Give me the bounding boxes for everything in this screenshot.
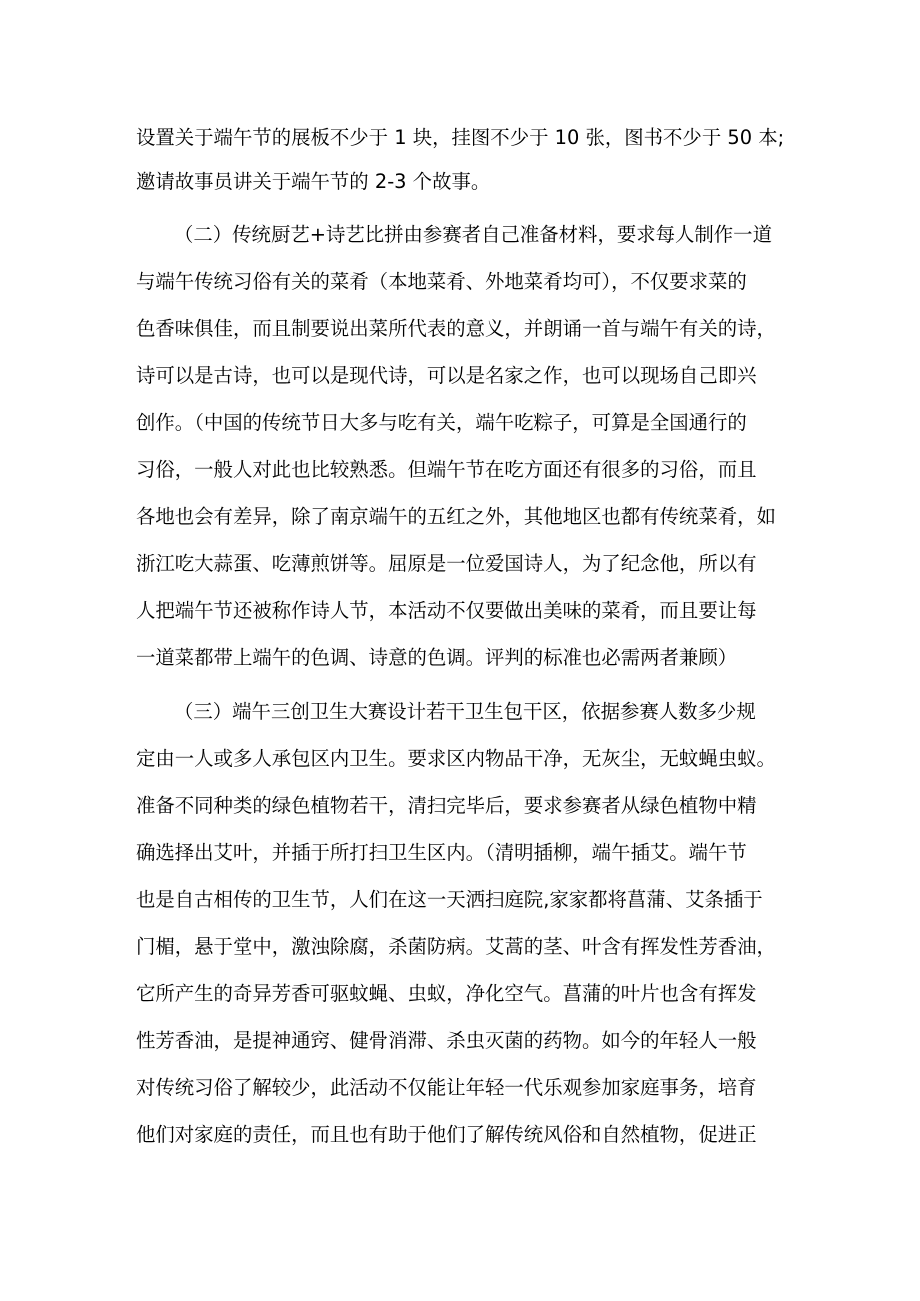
paragraph-3-first-line: （三）端午三创卫生大赛设计若干卫生包干区，依据参赛人数多少规 bbox=[174, 700, 756, 723]
text-line: 邀请故事员讲关于端午节的 2-3 个故事。 bbox=[136, 170, 491, 193]
text-line: 确选择出艾叶，并插于所打扫卫生区内。（清明插柳，端午插艾。端午节 bbox=[136, 841, 747, 864]
text-line: 色香味俱佳，而且制要说出菜所代表的意义，并朗诵一首与端午有关的诗， bbox=[136, 317, 776, 340]
text-line: 创作。（中国的传统节日大多与吃有关，端午吃粽子，可算是全国通行的 bbox=[136, 411, 747, 434]
text-line: 习俗，一般人对此也比较熟悉。但端午节在吃方面还有很多的习俗，而且 bbox=[136, 458, 757, 481]
text-line: 门楣，悬于堂中，激浊除腐，杀菌防病。艾蒿的茎、叶含有挥发性芳香油， bbox=[136, 935, 776, 958]
paragraph-2-first-line: （二）传统厨艺+诗艺比拼由参赛者自己准备材料，要求每人制作一道 bbox=[174, 223, 772, 246]
text-line: 与端午传统习俗有关的菜肴（本地菜肴、外地菜肴均可），不仅要求菜的 bbox=[136, 270, 747, 293]
text-line: 也是自古相传的卫生节，人们在这一天洒扫庭院,家家都将菖蒲、艾条插于 bbox=[136, 888, 763, 911]
text-line: 各地也会有差异，除了南京端午的五红之外，其他地区也都有传统菜肴，如 bbox=[136, 505, 776, 528]
text-line: 他们对家庭的责任，而且也有助于他们了解传统风俗和自然植物，促进正 bbox=[136, 1123, 757, 1146]
text-line: 它所产生的奇异芳香可驱蚊蝇、虫蚁，净化空气。菖蒲的叶片也含有挥发 bbox=[136, 982, 757, 1005]
text-line: 对传统习俗了解较少，此活动不仅能让年轻一代乐观参加家庭事务，培育 bbox=[136, 1076, 757, 1099]
text-line: 设置关于端午节的展板不少于 1 块，挂图不少于 10 张，图书不少于 50 本; bbox=[136, 126, 785, 149]
text-line: 一道菜都带上端午的色调、诗意的色调。评判的标准也必需两者兼顾） bbox=[136, 646, 738, 669]
text-line: 定由一人或多人承包区内卫生。要求区内物品干净，无灰尘，无蚊蝇虫蚁。 bbox=[136, 747, 776, 770]
text-line: 诗可以是古诗，也可以是现代诗，可以是名家之作，也可以现场自己即兴 bbox=[136, 364, 757, 387]
text-line: 人把端午节还被称作诗人节，本活动不仅要做出美味的菜肴，而且要让每 bbox=[136, 599, 757, 622]
text-line: 性芳香油，是提神通窍、健骨消滞、杀虫灭菌的药物。如今的年轻人一般 bbox=[136, 1029, 757, 1052]
text-line: 浙江吃大蒜蛋、吃薄煎饼等。屈原是一位爱国诗人，为了纪念他，所以有 bbox=[136, 552, 757, 575]
text-line: 准备不同种类的绿色植物若干，清扫完毕后，要求参赛者从绿色植物中精 bbox=[136, 794, 757, 817]
